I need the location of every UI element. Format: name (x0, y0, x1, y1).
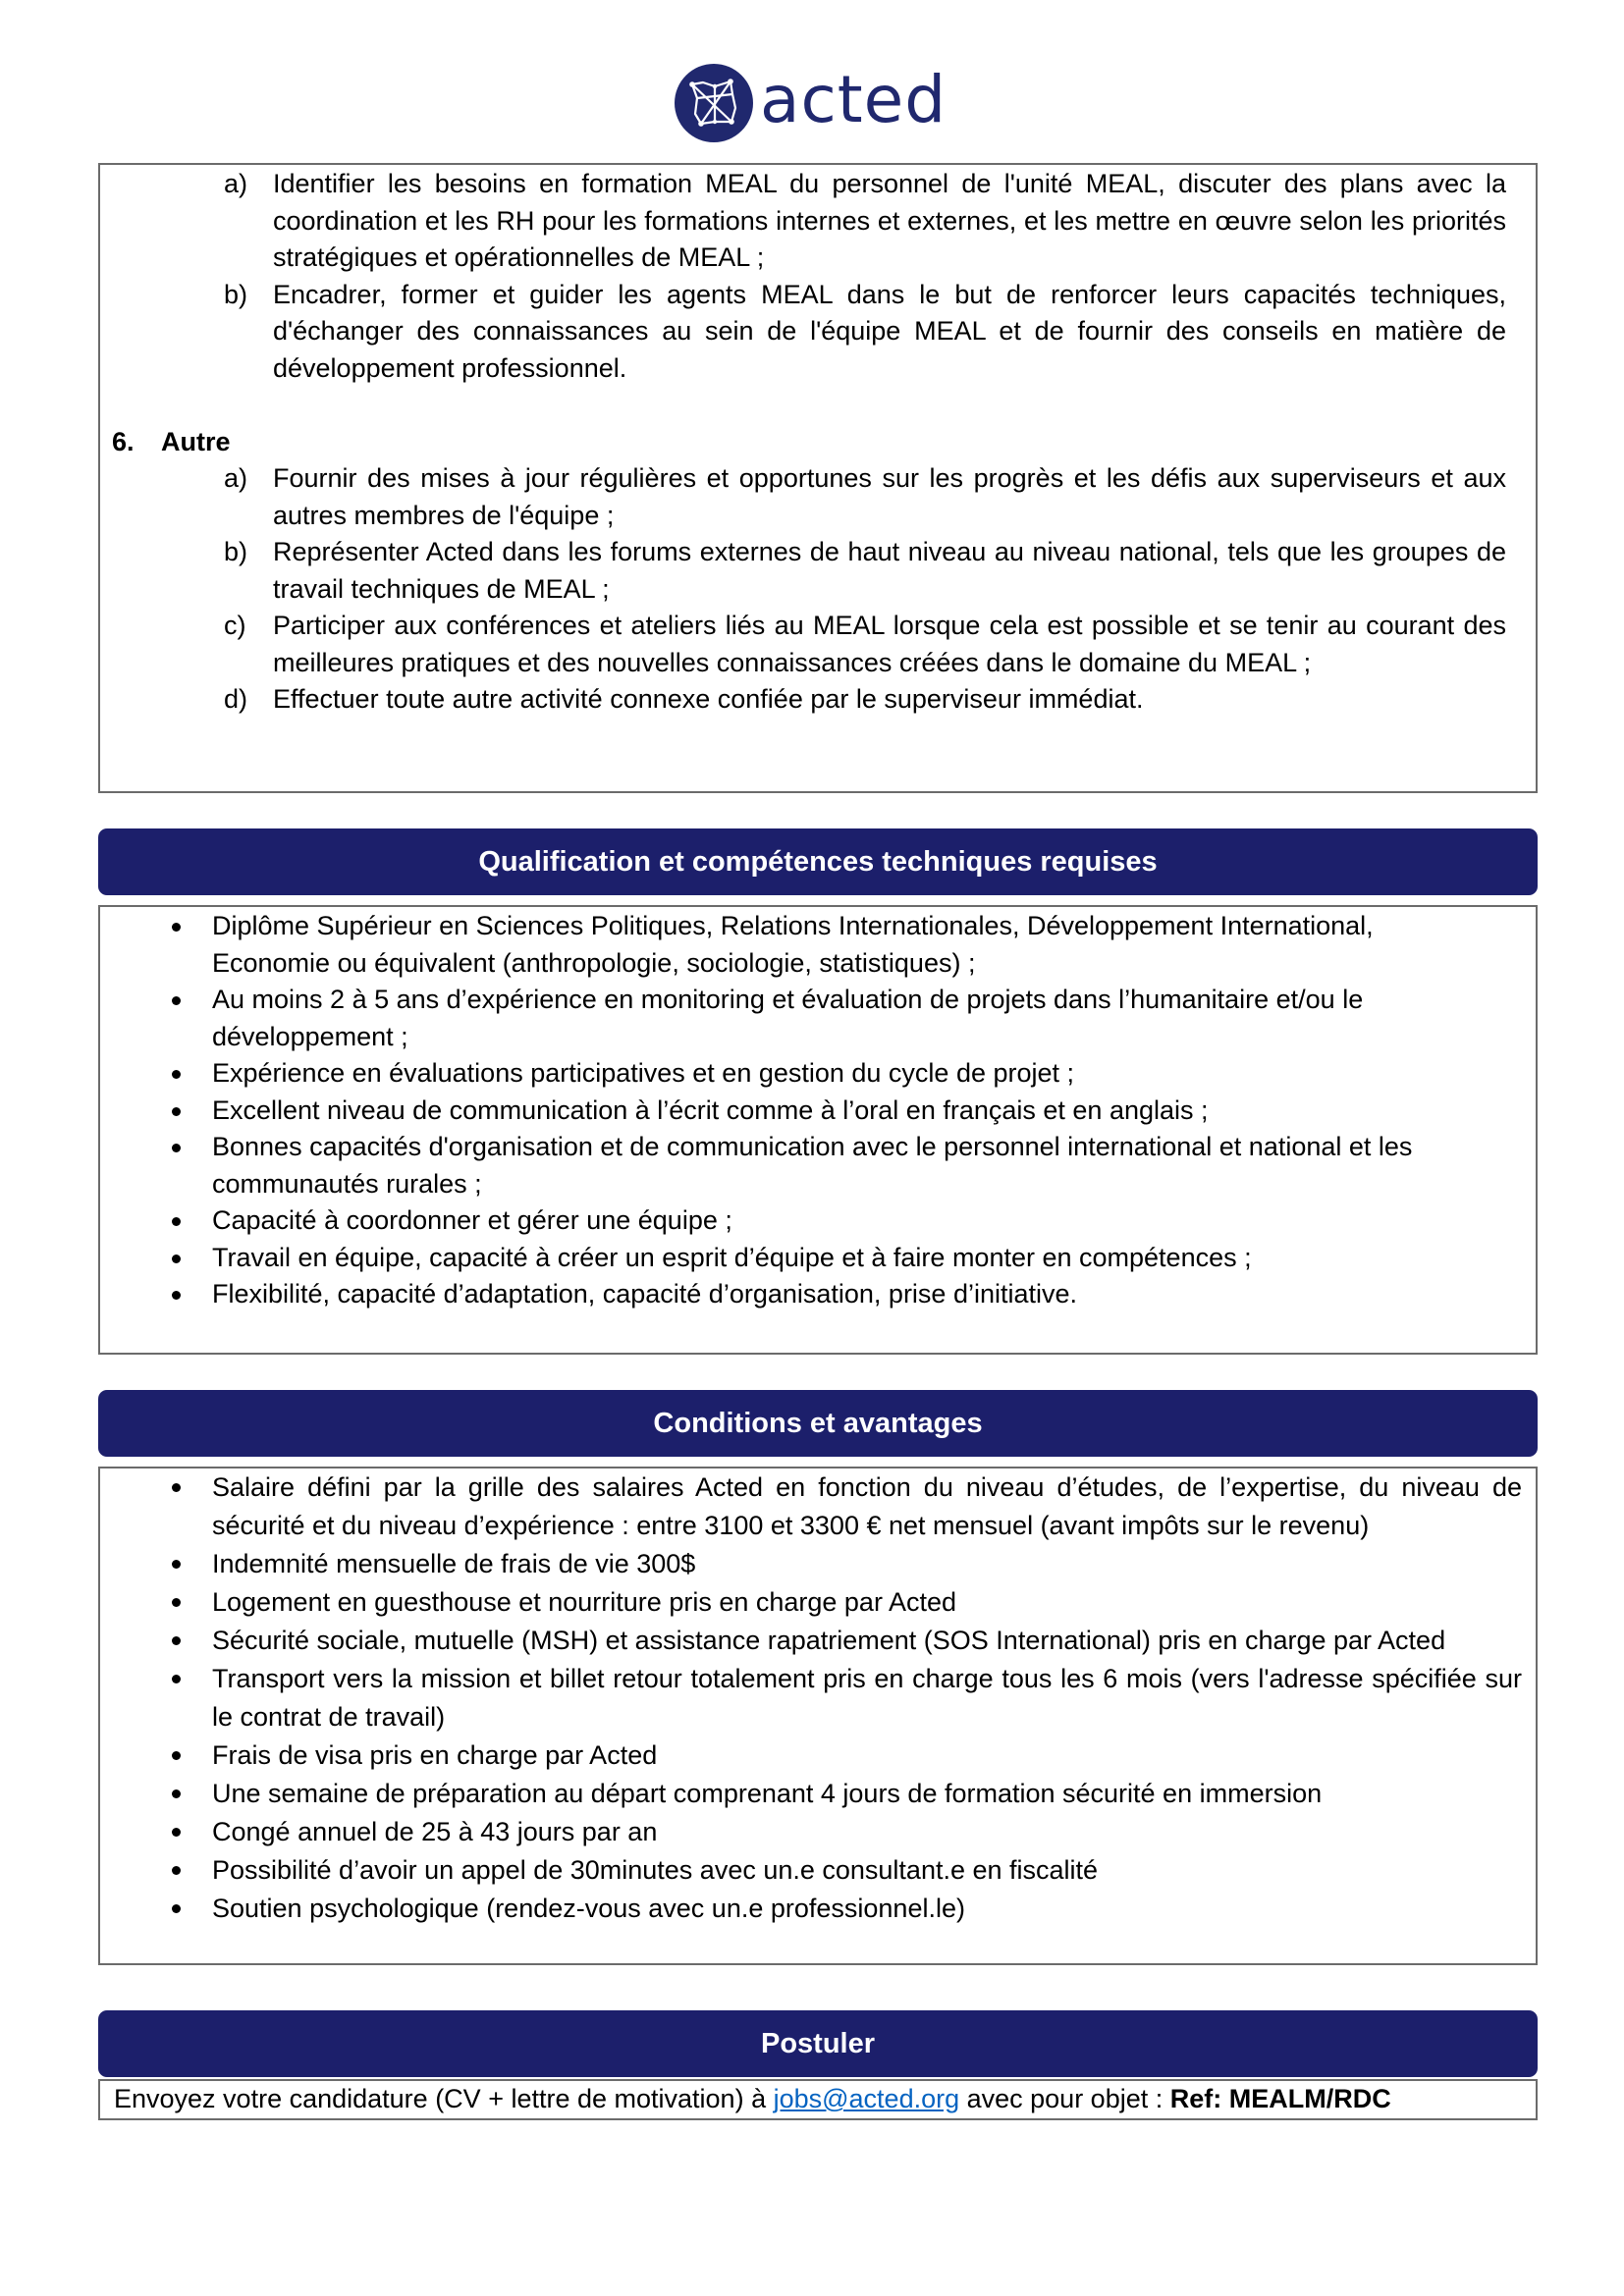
list-item (100, 982, 1536, 1055)
list-item (100, 608, 1536, 681)
bullet-icon (172, 1598, 181, 1607)
list-item (100, 1468, 1536, 1545)
bullet-icon (172, 923, 181, 932)
apply-banner (98, 2010, 1538, 2077)
list-item-text: Sécurité sociale, mutuelle (MSH) et assistance rapatriement (SOS International) pris en charge par Acted (212, 1626, 1446, 1655)
section-heading-autre (100, 424, 1536, 461)
list-item (100, 1660, 1536, 1736)
list-item (100, 1202, 1536, 1240)
bullet-icon (172, 1107, 181, 1116)
list-item (100, 1129, 1536, 1202)
apply-text: Envoyez votre candidature (CV + lettre de motivation) à (114, 2084, 774, 2113)
list-item (100, 166, 1536, 277)
list-item (100, 1093, 1536, 1130)
section-title: Autre (161, 426, 231, 456)
list-marker: d) (224, 684, 248, 714)
conditions-list (100, 1468, 1536, 1928)
list-item (100, 1813, 1536, 1851)
list-item-text: Frais de visa pris en charge par Acted (212, 1740, 658, 1770)
list-item-text: Transport vers la mission et billet retour totalement pris en charge tous les 6 mois (vers l'adresse spécifiée sur le contrat de travail) (212, 1664, 1522, 1732)
list-item-text: Excellent niveau de communication à l’écrit comme à l’oral en français et en anglais ; (212, 1095, 1209, 1125)
list-item (100, 1276, 1536, 1313)
list-item (100, 1240, 1536, 1277)
list-item-text: Indemnité mensuelle de frais de vie 300$ (212, 1549, 696, 1578)
list-item-text: Bonnes capacités d'organisation et de communication avec le personnel international et national et les communautés rurales ; (212, 1132, 1413, 1199)
email-link[interactable]: jobs@acted.org (773, 2084, 960, 2113)
apply-box (98, 2079, 1538, 2120)
list-item (100, 1622, 1536, 1660)
section-number: 6. (112, 426, 135, 456)
conditions-box (98, 1467, 1538, 1965)
conditions-banner (98, 1390, 1538, 1457)
bullet-icon (172, 1291, 181, 1300)
logo-wordmark: acted (760, 62, 947, 137)
list-item-text: Représenter Acted dans les forums externes de haut niveau au niveau national, tels que les groupes de travail techniques de MEAL ; (273, 537, 1506, 604)
responsibilities-box (98, 163, 1538, 793)
acted-globe-icon (674, 63, 754, 143)
list-item (100, 1775, 1536, 1813)
list-item-text: Capacité à coordonner et gérer une équipe ; (212, 1205, 732, 1235)
list-item-text: Au moins 2 à 5 ans d’expérience en monitoring et évaluation de projets dans l’humanitaire et/ou le développement ; (212, 985, 1364, 1051)
list-item (100, 1890, 1536, 1928)
list-item-text: Diplôme Supérieur en Sciences Politiques, Relations Internationales, Développement International, Economie ou équivalent (anthropologie, sociologie, statistiques) ; (212, 911, 1374, 978)
banner-title: Postuler (760, 2027, 876, 2059)
list-item-text: Une semaine de préparation au départ comprenant 4 jours de formation sécurité en immersion (212, 1779, 1323, 1808)
apply-reference: Ref: MEALM/RDC (1169, 2084, 1391, 2113)
list-item (100, 1583, 1536, 1622)
list-item (100, 1736, 1536, 1775)
list-marker: a) (224, 463, 248, 493)
qualifications-banner (98, 828, 1538, 895)
list-item-text: Identifier les besoins en formation MEAL du personnel de l'unité MEAL, discuter des plans avec la coordination et les RH pour les formations internes et externes, et les mettre en œuvre selon les priorités stratégiques et opérationnelles de MEAL ; (273, 169, 1506, 272)
bullet-icon (172, 1070, 181, 1079)
apply-text-middle: avec pour objet : (959, 2084, 1170, 2113)
list-item (100, 277, 1536, 388)
list-item-text: Fournir des mises à jour régulières et opportunes sur les progrès et les défis aux superviseurs et aux autres membres de l'équipe ; (273, 463, 1506, 530)
list-item-text: Travail en équipe, capacité à créer un esprit d’équipe et à faire monter en compétences ; (212, 1242, 1252, 1272)
list-item (100, 1545, 1536, 1583)
list-item-text: Soutien psychologique (rendez-vous avec un.e professionnel.le) (212, 1894, 965, 1923)
bullet-icon (172, 1483, 181, 1492)
list-item-text: Logement en guesthouse et nourriture pris en charge par Acted (212, 1587, 956, 1617)
banner-title: Conditions et avantages (653, 1407, 983, 1439)
bullet-icon (172, 996, 181, 1005)
bullet-icon (172, 1904, 181, 1913)
acted-logo (674, 61, 947, 145)
bullet-icon (172, 1751, 181, 1760)
list-item (100, 681, 1536, 719)
list-item (100, 1851, 1536, 1890)
bullet-icon (172, 1636, 181, 1645)
list-item-text: Encadrer, former et guider les agents MEAL dans le but de renforcer leurs capacités techniques, d'échanger des connaissances au sein de l'équipe MEAL et de fournir des conseils en matière de développement professionnel. (273, 279, 1506, 383)
list-item (100, 1055, 1536, 1093)
bullet-icon (172, 1828, 181, 1837)
responsibilities-list-6 (100, 460, 1536, 719)
list-item-text: Participer aux conférences et ateliers liés au MEAL lorsque cela est possible et se tenir au courant des meilleures pratiques et des nouvelles connaissances créées dans le domaine du MEAL ; (273, 611, 1506, 677)
bullet-icon (172, 1560, 181, 1569)
list-marker: c) (224, 611, 246, 640)
bullet-icon (172, 1866, 181, 1875)
qualifications-list (100, 908, 1536, 1313)
list-item-text: Flexibilité, capacité d’adaptation, capacité d’organisation, prise d’initiative. (212, 1279, 1078, 1308)
banner-title: Qualification et compétences techniques requises (478, 845, 1158, 878)
list-item-text: Effectuer toute autre activité connexe confiée par le superviseur immédiat. (273, 684, 1144, 714)
list-marker: a) (224, 169, 248, 198)
bullet-icon (172, 1789, 181, 1798)
responsibilities-list-5 (100, 166, 1536, 387)
list-item (100, 534, 1536, 608)
bullet-icon (172, 1217, 181, 1226)
list-marker: b) (224, 537, 248, 566)
bullet-icon (172, 1675, 181, 1683)
bullet-icon (172, 1144, 181, 1152)
list-item (100, 908, 1536, 982)
list-item (100, 460, 1536, 534)
list-item-text: Possibilité d’avoir un appel de 30minutes avec un.e consultant.e en fiscalité (212, 1855, 1099, 1885)
bullet-icon (172, 1255, 181, 1263)
list-item-text: Salaire défini par la grille des salaires Acted en fonction du niveau d’études, de l’expertise, du niveau de sécurité et du niveau d’expérience : entre 3100 et 3300 € net mensuel (avant impôts sur le revenu) (212, 1472, 1522, 1540)
list-marker: b) (224, 279, 248, 309)
qualifications-box (98, 905, 1538, 1355)
list-item-text: Expérience en évaluations participatives et en gestion du cycle de projet ; (212, 1058, 1075, 1088)
list-item-text: Congé annuel de 25 à 43 jours par an (212, 1817, 658, 1846)
